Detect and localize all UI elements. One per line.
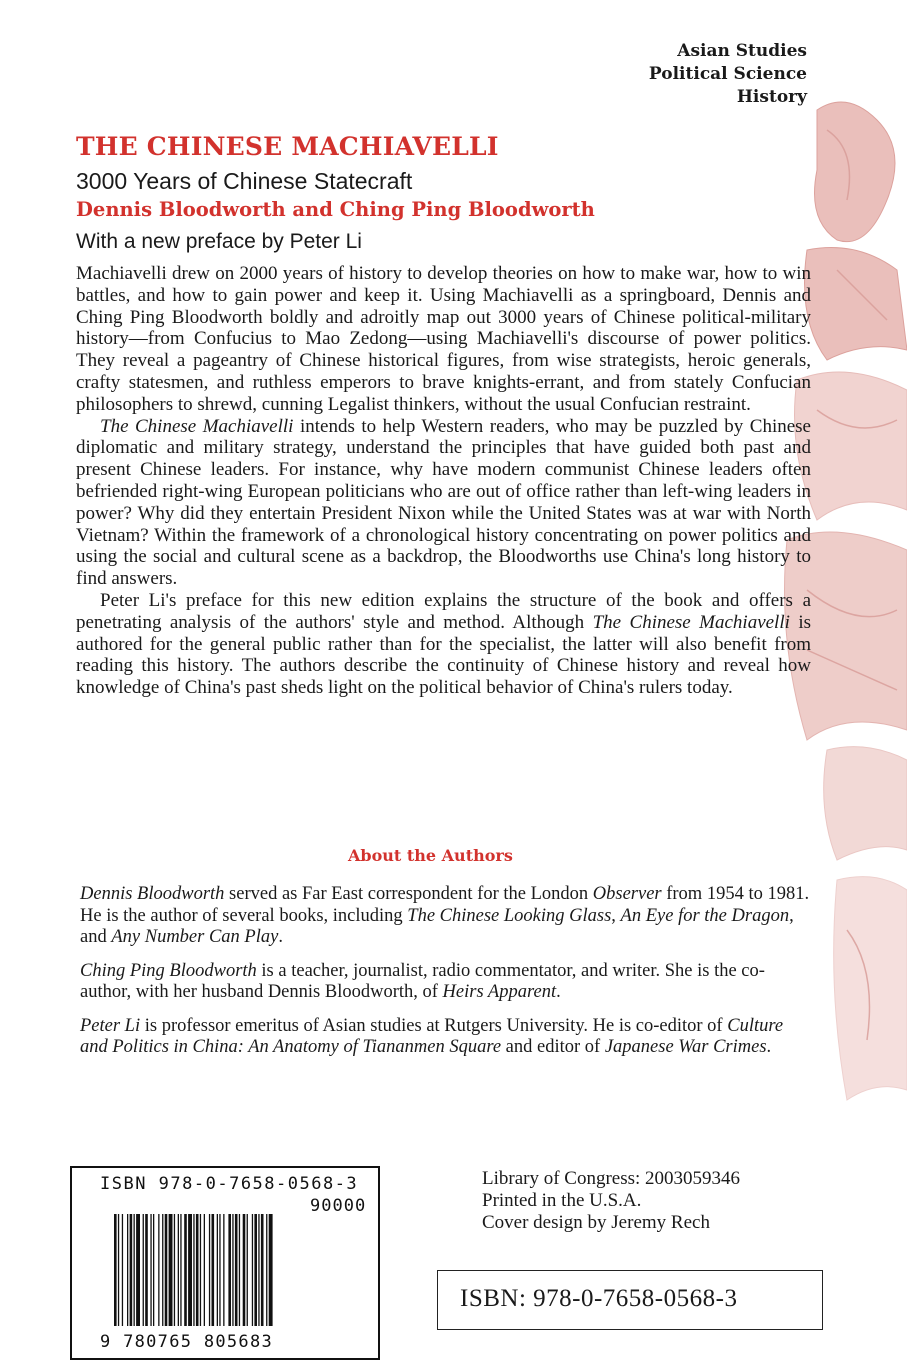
cover-design: Cover design by Jeremy Rech xyxy=(482,1212,710,1233)
barcode-bar xyxy=(188,1214,192,1326)
printed-in: Printed in the U.S.A. xyxy=(482,1190,642,1211)
barcode-bar xyxy=(130,1214,133,1326)
barcode-bar xyxy=(134,1214,135,1326)
barcode-icon xyxy=(112,1214,338,1330)
subject-categories xyxy=(649,40,807,109)
barcode-bar xyxy=(136,1214,140,1326)
barcode-bar xyxy=(219,1214,220,1326)
barcode-bar xyxy=(122,1214,123,1326)
barcode-bar xyxy=(204,1214,205,1326)
barcode-panel xyxy=(70,1166,380,1360)
barcode-bar xyxy=(180,1214,181,1326)
barcode-bar xyxy=(143,1214,144,1326)
barcode-bar xyxy=(212,1214,215,1326)
barcode-bar xyxy=(223,1214,224,1326)
author-bios xyxy=(80,884,813,1071)
barcode-bar xyxy=(209,1214,210,1326)
barcode-isbn-text: ISBN 978-0-7658-0568-3 xyxy=(100,1174,359,1194)
barcode-bar xyxy=(200,1214,201,1326)
barcode-bar xyxy=(217,1214,218,1326)
barcode-bar xyxy=(184,1214,187,1326)
barcode-bar xyxy=(261,1214,264,1326)
preface-note: With a new preface by Peter Li xyxy=(76,230,362,253)
barcode-bar xyxy=(178,1214,179,1326)
barcode-bar xyxy=(247,1214,248,1326)
book-title-italic: The Chinese Machiavelli xyxy=(100,415,294,437)
barcode-bar xyxy=(162,1214,163,1326)
barcode-bar xyxy=(153,1214,154,1326)
barcode-bar xyxy=(243,1214,246,1326)
barcode-bar xyxy=(232,1214,233,1326)
bio-ching: Ching Ping Bloodworth is a teacher, journalist, radio commentator, and writer. She is the co-author, with her husband Dennis Bloodworth, of Heirs Apparent. xyxy=(80,960,765,1002)
book-title: THE CHINESE MACHIAVELLI xyxy=(76,132,499,161)
book-description xyxy=(76,263,811,699)
barcode-bar xyxy=(150,1214,151,1326)
bio-peter: Peter Li is professor emeritus of Asian studies at Rutgers University. He is co-editor of Culture and Politics in China: An Anatomy of Tiananmen Square and editor of Japanese War Crimes. xyxy=(80,1015,784,1057)
barcode-bar xyxy=(254,1214,257,1326)
barcode-bar xyxy=(258,1214,259,1326)
barcode-bar xyxy=(127,1214,128,1326)
about-authors-heading: About the Authors xyxy=(348,846,513,865)
barcode-bar xyxy=(252,1214,253,1326)
barcode-digits: 9 780765 805683 xyxy=(100,1332,274,1352)
category-political-science: Political Science xyxy=(648,64,807,84)
description-paragraph-3: Peter Li's preface for this new edition explains the structure of the book and offers a penetrating analysis of the authors' style and method. Although The Chinese Machiavelli is authored for the general public rather than for the specialist, the latter will also benefit from reading this history. The authors describe the continuity of Chinese history and reveal how knowledge of China's past sheds light on the political behavior of China's rulers today. xyxy=(76,589,811,699)
barcode-bar xyxy=(118,1214,119,1326)
description-paragraph-2: The Chinese Machiavelli intends to help Western readers, who may be puzzled by Chinese diplomatic and military strategy, understand the principles that have guided both past and present Chinese leaders. For instance, why have modern communist Chinese leaders often befriended right-wing European politicians who are out of office rather than left-wing leaders in power? Why did they entertain President Nixon while the United States was at war with North Vietnam? Within the framework of a chronological history concentrating on power politics and using the social and cultural scene as a backdrop, the Bloodworths use China's long history to find answers. xyxy=(76,415,811,590)
isbn-label: ISBN: 978-0-7658-0568-3 xyxy=(460,1285,738,1312)
library-of-congress: Library of Congress: 2003059346 xyxy=(482,1168,741,1189)
book-title-italic: The Chinese Machiavelli xyxy=(592,611,790,633)
barcode-bar xyxy=(269,1214,273,1326)
barcode-bar xyxy=(235,1214,238,1326)
book-subtitle: 3000 Years of Chinese Statecraft xyxy=(76,168,413,194)
barcode-bar xyxy=(165,1214,168,1326)
barcode-bar xyxy=(114,1214,117,1326)
publication-credits xyxy=(482,1168,740,1234)
description-paragraph-1: Machiavelli drew on 2000 years of history to develop theories on how to make war, how to win battles, and how to gain power and keep it. Using Machiavelli as a springboard, Dennis and Ching Ping Bloodworth boldly and adroitly map out 3000 years of Chinese political-military history—from Confucius to Mao Zedong—using Machiavelli's discourse of power politics. They reveal a pageantry of Chinese historical figures, from wise strategists, heroic generals, crafty statesmen, and ruthless emperors to brave knights-errant, and from stately Confucian philosophers to shrewd, cunning Legalist thinkers, without the usual Confucian restraint. xyxy=(76,263,811,415)
barcode-bar xyxy=(266,1214,267,1326)
bio-dennis: Dennis Bloodworth served as Far East correspondent for the London Observer from 1954 to 1981. He is the author of several books, including The Chinese Looking Glass, An Eye for the Dragon, and Any Number Can Play. xyxy=(80,884,810,947)
book-authors: Dennis Bloodworth and Ching Ping Bloodworth xyxy=(76,198,595,221)
barcode-bar xyxy=(193,1214,194,1326)
barcode-bar xyxy=(174,1214,175,1326)
barcode-bar xyxy=(196,1214,199,1326)
isbn-box xyxy=(437,1270,823,1330)
category-asian-studies: Asian Studies xyxy=(677,41,807,61)
barcode-bar xyxy=(169,1214,173,1326)
barcode-bar xyxy=(145,1214,148,1326)
category-history: History xyxy=(736,87,807,107)
barcode-bar xyxy=(228,1214,231,1326)
price-code: 90000 xyxy=(310,1196,367,1216)
barcode-bar xyxy=(239,1214,240,1326)
barcode-bar xyxy=(158,1214,159,1326)
